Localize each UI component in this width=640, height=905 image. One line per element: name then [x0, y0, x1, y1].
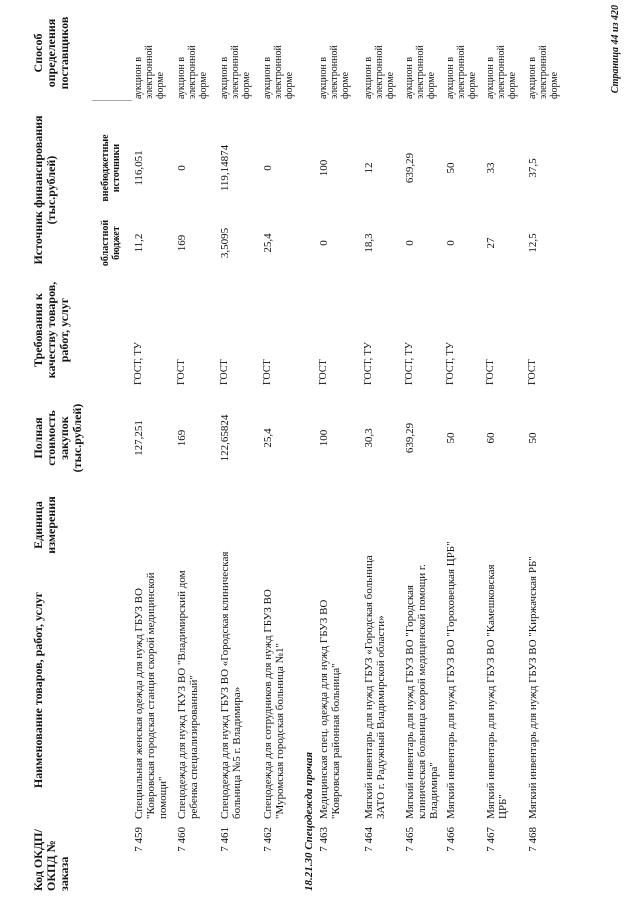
row-name: Мягкий инвентарь для нужд ГБУЗ «Городская больница ЗАТО г. Радужный Владимирской области» [363, 555, 387, 819]
row-method: аукцион в электронной форме [485, 45, 518, 99]
row-method: аукцион в электронной форме [219, 45, 252, 99]
row-cost: 169 [176, 429, 188, 447]
row-requirements: ГОСТ [262, 359, 273, 385]
row-cost: 127,251 [133, 420, 145, 456]
row-external: 50 [445, 162, 457, 174]
row-external: 119,14874 [219, 144, 231, 192]
row-external: 116,051 [133, 150, 145, 186]
header-financing: Источник финансирования (тыс.рублей) [31, 115, 58, 265]
row-code: 7 467 [485, 827, 497, 852]
row-cost: 100 [318, 429, 330, 447]
row-requirements: ГОСТ, ТУ [404, 342, 415, 385]
column-divider [92, 100, 132, 101]
row-regional: 169 [176, 234, 188, 252]
header-name: Наименование товаров, работ, услуг [31, 591, 45, 789]
row-method: аукцион в электронной форме [527, 45, 560, 99]
row-external: 0 [262, 165, 274, 171]
row-method: аукцион в электронной форме [262, 45, 295, 99]
row-requirements: ГОСТ [176, 359, 187, 385]
row-cost: 50 [527, 432, 539, 444]
row-external: 37,5 [527, 158, 539, 178]
row-requirements: ГОСТ, ТУ [133, 342, 144, 385]
row-code: 7 460 [176, 827, 188, 852]
row-external: 12 [363, 162, 375, 174]
row-cost: 122,65824 [219, 414, 231, 462]
row-regional: 27 [485, 237, 497, 249]
row-name: Спецодежда для нужд ГКУЗ ВО "Владимирский дом ребенка специализированный" [176, 570, 200, 819]
row-method: аукцион в электронной форме [445, 45, 478, 99]
row-regional: 3,5095 [219, 227, 231, 259]
row-method: аукцион в электронной форме [404, 45, 437, 99]
row-method: аукцион в электронной форме [363, 45, 396, 99]
row-name: Мягкий инвентарь для нужд ГБУЗ ВО "Киржачская РБ" [527, 556, 539, 819]
row-method: аукцион в электронной форме [133, 45, 166, 99]
header-unit: Единица измерения [31, 496, 58, 554]
row-name: Мягкий инвентарь для нужд ГБУЗ ВО "Городская клиническая больница скорой медицинской помощи г. Владимира" [404, 564, 440, 819]
row-external: 0 [176, 165, 188, 171]
subheader-external: внебюджетные источники [100, 134, 122, 202]
row-regional: 18,3 [363, 233, 375, 253]
row-cost: 639,29 [404, 422, 416, 454]
header-cost: Полная стоимость закупок (тыс.рублей) [31, 403, 84, 473]
row-code: 7 468 [527, 827, 539, 852]
page-footer: Страница 44 из 420 [610, 5, 621, 94]
row-name: Специальная женская одежда для нужд ГБУЗ ВО "Ковровская городская станция скорой медицинской помощи" [133, 572, 169, 819]
row-requirements: ГОСТ [219, 359, 230, 385]
subheader-regional: областной бюджет [100, 219, 122, 267]
row-code: 7 464 [363, 827, 375, 852]
row-cost: 50 [445, 432, 457, 444]
row-regional: 11,2 [133, 233, 145, 253]
row-cost: 30,3 [363, 428, 375, 448]
row-name: Спецодежда для сотрудников для нужд ГБУЗ ВО "Муромская городская больница №1" [262, 589, 286, 819]
row-regional: 25,4 [262, 233, 274, 253]
row-external: 33 [485, 162, 497, 174]
row-cost: 60 [485, 432, 497, 444]
row-method: аукцион в электронной форме [318, 45, 351, 99]
row-code: 7 462 [262, 827, 274, 852]
row-name: Спецодежда для нужд ГБУЗ ВО «Городская клиническая больница №5 г. Владимира» [219, 551, 243, 819]
row-code: 7 461 [219, 827, 231, 852]
header-code: Код ОКДП/ ОКПД № заказа [31, 829, 71, 891]
section-heading: 18.21.30 Спецодежда прочая [303, 751, 315, 891]
row-name: Мягкий инвентарь для нужд ГБУЗ ВО "Гороховецкая ЦРБ" [445, 541, 457, 819]
row-code: 7 463 [318, 827, 330, 852]
row-requirements: ГОСТ [318, 359, 329, 385]
row-cost: 25,4 [262, 428, 274, 448]
row-name: Медицинская спец. одежда для нужд ГБУЗ ВО "Ковровская районная больница" [318, 599, 342, 819]
row-regional: 12,5 [527, 233, 539, 253]
row-requirements: ГОСТ [527, 359, 538, 385]
row-requirements: ГОСТ, ТУ [445, 342, 456, 385]
row-method: аукцион в электронной форме [176, 45, 209, 99]
row-regional: 0 [445, 240, 457, 246]
row-requirements: ГОСТ [485, 359, 496, 385]
row-code: 7 466 [445, 827, 457, 852]
row-external: 639,29 [404, 152, 416, 184]
row-regional: 0 [318, 240, 330, 246]
row-regional: 0 [404, 240, 416, 246]
row-name: Мягкий инвентарь для нужд ГБУЗ ВО "Камешковская ЦРБ" [485, 564, 509, 819]
row-external: 100 [318, 159, 330, 177]
row-code: 7 465 [404, 827, 416, 852]
header-requirements: Требования к качеству товаров, работ, услуг [31, 281, 71, 379]
row-code: 7 459 [133, 827, 145, 852]
row-requirements: ГОСТ, ТУ [363, 342, 374, 385]
header-method: Способ определения поставщиков [31, 16, 71, 90]
